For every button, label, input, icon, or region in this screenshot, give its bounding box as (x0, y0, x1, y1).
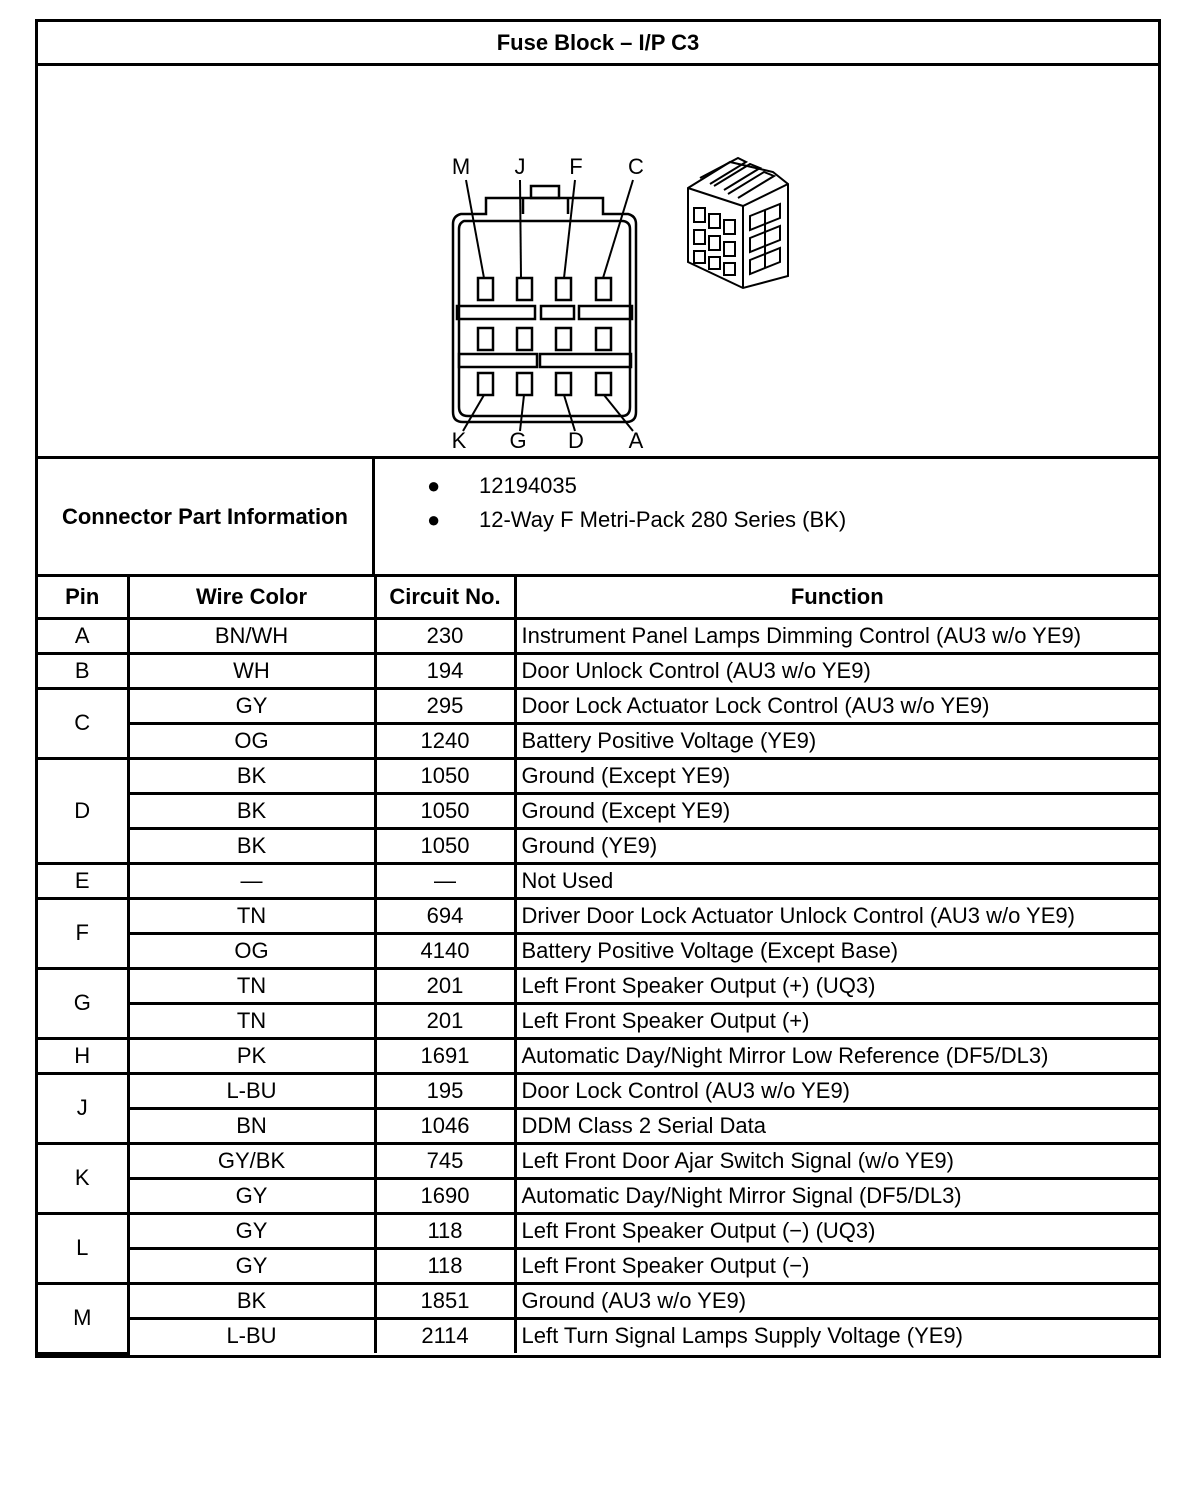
circuit-number-cell: — (375, 863, 515, 898)
function-cell: Ground (Except YE9) (515, 793, 1158, 828)
connector-info-list (375, 459, 1158, 574)
circuit-number-cell: 4140 (375, 933, 515, 968)
cavity-label-j: J (514, 154, 526, 179)
wire-color-cell: GY (128, 1213, 375, 1248)
function-cell: Ground (YE9) (515, 828, 1158, 863)
circuit-number-cell: 1050 (375, 758, 515, 793)
connector-sheet (35, 19, 1161, 1358)
function-cell: Not Used (515, 863, 1158, 898)
table-row (38, 1003, 1158, 1038)
circuit-number-cell: 201 (375, 1003, 515, 1038)
table-row (38, 898, 1158, 933)
connector-diagram (38, 66, 1158, 459)
bullet-icon: ● (427, 473, 441, 498)
wire-color-cell: BK (128, 793, 375, 828)
table-row (38, 1038, 1158, 1073)
table-row (38, 758, 1158, 793)
function-cell: Left Front Speaker Output (−) (515, 1248, 1158, 1283)
page-title: Fuse Block – I/P C3 (38, 22, 1158, 66)
circuit-number-cell: 1046 (375, 1108, 515, 1143)
wire-color-cell: OG (128, 933, 375, 968)
table-row (38, 1248, 1158, 1283)
pin-cell: J (38, 1073, 128, 1143)
leader-line-m (466, 180, 484, 278)
wire-color-cell: L-BU (128, 1318, 375, 1353)
circuit-number-cell: 745 (375, 1143, 515, 1178)
circuit-number-cell: 1851 (375, 1283, 515, 1318)
connector-info-label: Connector Part Information (38, 459, 375, 574)
pinout-table-body (38, 618, 1158, 1353)
table-row (38, 1318, 1158, 1353)
pin-cell: D (38, 758, 128, 863)
leader-line-k (463, 395, 484, 431)
circuit-number-cell: 295 (375, 688, 515, 723)
table-header-row (38, 577, 1158, 618)
wire-color-cell: BK (128, 1283, 375, 1318)
table-row (38, 1073, 1158, 1108)
pinout-table (38, 577, 1158, 1355)
table-row (38, 933, 1158, 968)
table-row (38, 863, 1158, 898)
circuit-number-cell: 230 (375, 618, 515, 653)
connector-description: 12-Way F Metri-Pack 280 Series (BK) (479, 507, 847, 532)
wire-color-cell: BK (128, 828, 375, 863)
cavity-label-k: K (451, 428, 467, 453)
leader-line-g (520, 395, 524, 431)
circuit-number-cell: 118 (375, 1213, 515, 1248)
pin-cell: H (38, 1038, 128, 1073)
circuit-number-cell: 1690 (375, 1178, 515, 1213)
wire-color-cell: TN (128, 898, 375, 933)
function-cell: Battery Positive Voltage (Except Base) (515, 933, 1158, 968)
connector-part-number: 12194035 (479, 473, 577, 498)
cavity-label-m: M (451, 154, 471, 179)
function-cell: DDM Class 2 Serial Data (515, 1108, 1158, 1143)
circuit-number-cell: 194 (375, 653, 515, 688)
wire-color-cell: BN/WH (128, 618, 375, 653)
function-cell: Left Front Door Ajar Switch Signal (w/o YE9) (515, 1143, 1158, 1178)
circuit-number-cell: 1050 (375, 828, 515, 863)
pin-cell: G (38, 968, 128, 1038)
function-cell: Automatic Day/Night Mirror Signal (DF5/DL3) (515, 1178, 1158, 1213)
wire-color-cell: BK (128, 758, 375, 793)
table-row (38, 828, 1158, 863)
leader-line-j (520, 180, 521, 278)
function-cell: Door Lock Control (AU3 w/o YE9) (515, 1073, 1158, 1108)
table-row (38, 793, 1158, 828)
wire-color-cell: BN (128, 1108, 375, 1143)
pin-cell: F (38, 898, 128, 968)
cavity-label-d: D (568, 428, 584, 453)
function-cell: Door Unlock Control (AU3 w/o YE9) (515, 653, 1158, 688)
leader-line-f (564, 180, 575, 278)
wire-color-cell: GY (128, 1248, 375, 1283)
table-row (38, 653, 1158, 688)
circuit-number-cell: 694 (375, 898, 515, 933)
pin-cell: M (38, 1283, 128, 1353)
wire-color-cell: TN (128, 1003, 375, 1038)
pin-cell: B (38, 653, 128, 688)
wire-color-cell: GY (128, 1178, 375, 1213)
table-row (38, 723, 1158, 758)
cavity-label-f: F (569, 154, 583, 179)
pin-cell: E (38, 863, 128, 898)
pin-cell: K (38, 1143, 128, 1213)
connector-isometric-icon (688, 158, 788, 288)
function-cell: Left Front Speaker Output (+) (UQ3) (515, 968, 1158, 1003)
circuit-number-cell: 118 (375, 1248, 515, 1283)
function-cell: Door Lock Actuator Lock Control (AU3 w/o YE9) (515, 688, 1158, 723)
table-row (38, 1178, 1158, 1213)
function-cell: Left Turn Signal Lamps Supply Voltage (YE9) (515, 1318, 1158, 1353)
wire-color-cell: GY/BK (128, 1143, 375, 1178)
table-row (38, 618, 1158, 653)
header-function: Function (515, 577, 1158, 618)
header-circuit-no: Circuit No. (375, 577, 515, 618)
circuit-number-cell: 1691 (375, 1038, 515, 1073)
pin-cell: A (38, 618, 128, 653)
connector-info-item (427, 503, 1158, 537)
function-cell: Instrument Panel Lamps Dimming Control (AU3 w/o YE9) (515, 618, 1158, 653)
header-wire-color: Wire Color (128, 577, 375, 618)
circuit-number-cell: 195 (375, 1073, 515, 1108)
connector-info-item (427, 469, 1158, 503)
function-cell: Driver Door Lock Actuator Unlock Control (AU3 w/o YE9) (515, 898, 1158, 933)
wire-color-cell: — (128, 863, 375, 898)
table-row (38, 1283, 1158, 1318)
wire-color-cell: TN (128, 968, 375, 1003)
wire-color-cell: WH (128, 653, 375, 688)
table-row (38, 1213, 1158, 1248)
connector-part-information (38, 459, 1158, 577)
pin-cell: L (38, 1213, 128, 1283)
connector-face-drawing (38, 66, 1158, 456)
header-pin: Pin (38, 577, 128, 618)
table-row (38, 1108, 1158, 1143)
function-cell: Automatic Day/Night Mirror Low Reference (DF5/DL3) (515, 1038, 1158, 1073)
wire-color-cell: GY (128, 688, 375, 723)
circuit-number-cell: 201 (375, 968, 515, 1003)
wire-color-cell: L-BU (128, 1073, 375, 1108)
bullet-icon: ● (427, 507, 441, 532)
table-row (38, 688, 1158, 723)
table-row (38, 968, 1158, 1003)
table-row (38, 1143, 1158, 1178)
function-cell: Ground (Except YE9) (515, 758, 1158, 793)
function-cell: Left Front Speaker Output (−) (UQ3) (515, 1213, 1158, 1248)
circuit-number-cell: 2114 (375, 1318, 515, 1353)
circuit-number-cell: 1050 (375, 793, 515, 828)
function-cell: Battery Positive Voltage (YE9) (515, 723, 1158, 758)
cavity-label-a: A (628, 428, 644, 453)
cavity-label-c: C (628, 154, 644, 179)
wire-color-cell: PK (128, 1038, 375, 1073)
leader-line-c (603, 180, 633, 278)
cavity-label-g: G (509, 428, 527, 453)
leader-line-d (564, 395, 575, 431)
pin-cell: C (38, 688, 128, 758)
function-cell: Left Front Speaker Output (+) (515, 1003, 1158, 1038)
wire-color-cell: OG (128, 723, 375, 758)
circuit-number-cell: 1240 (375, 723, 515, 758)
function-cell: Ground (AU3 w/o YE9) (515, 1283, 1158, 1318)
